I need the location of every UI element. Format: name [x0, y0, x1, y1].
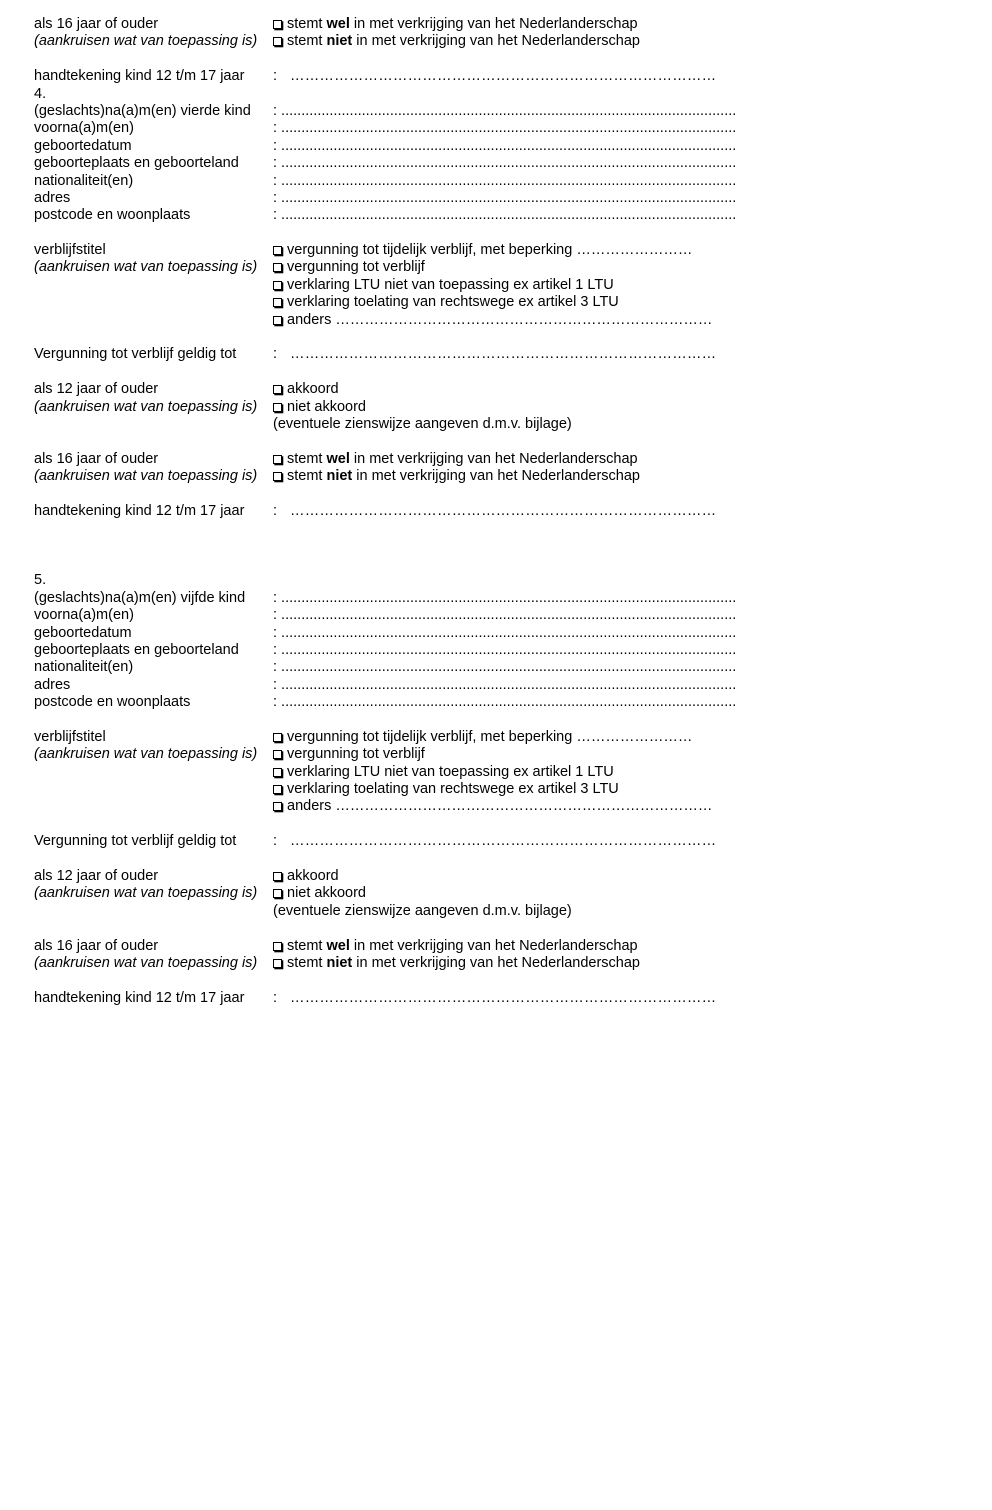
- consent12-label: als 12 jaar of ouder: [34, 381, 159, 398]
- checkbox-icon[interactable]: [273, 263, 282, 272]
- field-label: nationaliteit(en): [34, 659, 134, 676]
- field-row: [34, 590, 974, 607]
- field-label: voorna(a)m(en): [34, 607, 134, 624]
- field-label: geboortedatum: [34, 137, 132, 154]
- field-label: adres: [34, 676, 71, 693]
- signature-label: handtekening kind 12 t/m 17 jaar: [34, 502, 245, 519]
- field-input[interactable]: : .................................................................................................................: [273, 102, 737, 119]
- consent16-row: [34, 938, 974, 955]
- consent12-row: [34, 885, 974, 902]
- field-input[interactable]: : .................................................................................................................: [273, 659, 737, 676]
- field-input[interactable]: : .................................................................................................................: [273, 694, 737, 711]
- residence-option[interactable]: anders ……………………………………………………………………: [273, 798, 712, 815]
- field-label: geboorteplaats en geboorteland: [34, 155, 239, 172]
- field-input[interactable]: : .................................................................................................................: [273, 607, 737, 624]
- checkbox-icon[interactable]: [273, 733, 282, 742]
- residence-option[interactable]: verklaring LTU niet van toepassing ex artikel 1 LTU: [273, 764, 614, 781]
- consent12-label: als 12 jaar of ouder: [34, 867, 159, 884]
- field-row: [34, 155, 974, 172]
- residence-row: [34, 277, 974, 294]
- consent16-wel-option[interactable]: stemt wel in met verkrijging van het Nederlanderschap: [273, 451, 638, 468]
- residence-row: [34, 781, 974, 798]
- consent16-niet-option[interactable]: stemt niet in met verkrijging van het Nederlanderschap: [273, 955, 640, 972]
- consent12-no-option[interactable]: niet akkoord: [273, 399, 366, 416]
- field-input[interactable]: : .................................................................................................................: [273, 155, 737, 172]
- consent12-note: (eventuele zienswijze aangeven d.m.v. bijlage): [273, 902, 572, 919]
- checkbox-icon[interactable]: [273, 385, 282, 394]
- consent12-no-option[interactable]: niet akkoord: [273, 885, 366, 902]
- field-row: [34, 659, 974, 676]
- field-input[interactable]: : .................................................................................................................: [273, 189, 737, 206]
- checkbox-icon[interactable]: [273, 472, 282, 481]
- residence-option[interactable]: vergunning tot tijdelijk verblijf, met beperking ……………………: [273, 729, 692, 746]
- consent16-niet-option[interactable]: stemt niet in met verkrijging van het Nederlanderschap: [273, 468, 640, 485]
- field-label: geboortedatum: [34, 624, 132, 641]
- valid-until-row: [34, 833, 974, 850]
- field-input[interactable]: : .................................................................................................................: [273, 589, 737, 606]
- residence-row: [34, 312, 974, 329]
- checkbox-icon[interactable]: [273, 37, 282, 46]
- field-row: [34, 694, 974, 711]
- residence-row: [34, 259, 974, 276]
- valid-until-row: [34, 346, 974, 363]
- residence-row: [34, 729, 974, 746]
- consent12-yes-option[interactable]: akkoord: [273, 381, 339, 398]
- checkbox-icon[interactable]: [273, 403, 282, 412]
- residence-option[interactable]: vergunning tot tijdelijk verblijf, met beperking ……………………: [273, 242, 692, 259]
- signature-field[interactable]: : ……………………………………………………………………………: [273, 989, 717, 1006]
- valid-until-field[interactable]: : ……………………………………………………………………………: [273, 346, 717, 363]
- field-row: [34, 625, 974, 642]
- field-row: [34, 190, 974, 207]
- field-label: adres: [34, 189, 71, 206]
- residence-option[interactable]: vergunning tot verblijf: [273, 259, 425, 276]
- field-label: postcode en woonplaats: [34, 207, 191, 224]
- consent16-wel-option[interactable]: stemt wel in met verkrijging van het Nederlanderschap: [273, 938, 638, 955]
- consent16-label: als 16 jaar of ouder: [34, 16, 159, 32]
- checkbox-icon[interactable]: [273, 298, 282, 307]
- consent12-row: [34, 868, 974, 885]
- consent16-hint: (aankruisen wat van toepassing is): [34, 468, 258, 485]
- field-row: [34, 103, 974, 120]
- consent12-row: [34, 399, 974, 416]
- residence-label: verblijfstitel: [34, 242, 106, 259]
- field-input[interactable]: : .................................................................................................................: [273, 172, 737, 189]
- residence-hint: (aankruisen wat van toepassing is): [34, 746, 258, 763]
- consent12-row: [34, 381, 974, 398]
- field-input[interactable]: : .................................................................................................................: [273, 207, 737, 224]
- signature-label: handtekening kind 12 t/m 17 jaar: [34, 68, 245, 85]
- consent16-row: [34, 16, 974, 33]
- field-input[interactable]: : .................................................................................................................: [273, 641, 737, 658]
- consent16-row: [34, 33, 974, 50]
- consent16-label: als 16 jaar of ouder: [34, 937, 159, 954]
- checkbox-icon[interactable]: [273, 20, 282, 29]
- field-input[interactable]: : .................................................................................................................: [273, 676, 737, 693]
- consent16-label: als 16 jaar of ouder: [34, 450, 159, 467]
- checkbox-icon[interactable]: [273, 959, 282, 968]
- consent16-niet-option[interactable]: stemt niet in met verkrijging van het Nederlanderschap: [273, 33, 640, 50]
- field-input[interactable]: : .................................................................................................................: [273, 137, 737, 154]
- field-label: (geslachts)na(a)m(en) vierde kind: [34, 102, 251, 119]
- checkbox-icon[interactable]: [273, 455, 282, 464]
- consent16-hint: (aankruisen wat van toepassing is): [34, 954, 258, 971]
- field-label: voorna(a)m(en): [34, 120, 134, 137]
- signature-row: [34, 503, 974, 520]
- field-row: [34, 207, 974, 224]
- residence-row: [34, 294, 974, 311]
- field-row: [34, 173, 974, 190]
- field-input[interactable]: : .................................................................................................................: [273, 624, 737, 641]
- field-label: postcode en woonplaats: [34, 694, 191, 711]
- consent12-row: [34, 903, 974, 920]
- field-label: nationaliteit(en): [34, 172, 134, 189]
- residence-option[interactable]: verklaring toelating van rechtswege ex artikel 3 LTU: [273, 294, 619, 311]
- consent16-row: [34, 955, 974, 972]
- residence-option[interactable]: vergunning tot verblijf: [273, 746, 425, 763]
- consent16-row: [34, 451, 974, 468]
- residence-row: [34, 798, 974, 815]
- checkbox-icon[interactable]: [273, 785, 282, 794]
- residence-option[interactable]: verklaring toelating van rechtswege ex artikel 3 LTU: [273, 781, 619, 798]
- consent12-yes-option[interactable]: akkoord: [273, 868, 339, 885]
- signature-row: [34, 990, 974, 1007]
- checkbox-icon[interactable]: [273, 889, 282, 898]
- child-number: 5.: [34, 572, 47, 589]
- field-row: [34, 607, 974, 624]
- checkbox-icon[interactable]: [273, 316, 282, 325]
- signature-row: [34, 68, 974, 85]
- valid-until-field[interactable]: : ……………………………………………………………………………: [273, 833, 717, 850]
- residence-option[interactable]: verklaring LTU niet van toepassing ex artikel 1 LTU: [273, 277, 614, 294]
- checkbox-icon[interactable]: [273, 768, 282, 777]
- field-row: [34, 677, 974, 694]
- form-page: [34, 16, 974, 1007]
- field-label: geboorteplaats en geboorteland: [34, 641, 239, 658]
- child-number: 4.: [34, 85, 47, 102]
- consent16-wel-option[interactable]: stemt wel in met verkrijging van het Nederlanderschap: [273, 16, 638, 33]
- signature-field[interactable]: : ……………………………………………………………………………: [273, 502, 717, 519]
- field-label: (geslachts)na(a)m(en) vijfde kind: [34, 589, 246, 606]
- residence-label: verblijfstitel: [34, 728, 106, 745]
- signature-label: handtekening kind 12 t/m 17 jaar: [34, 989, 245, 1006]
- residence-row: [34, 242, 974, 259]
- consent16-hint: (aankruisen wat van toepassing is): [34, 33, 258, 50]
- residence-row: [34, 764, 974, 781]
- field-input[interactable]: : .................................................................................................................: [273, 120, 737, 137]
- field-row: [34, 642, 974, 659]
- checkbox-icon[interactable]: [273, 872, 282, 881]
- field-row: [34, 138, 974, 155]
- consent16-row: [34, 468, 974, 485]
- checkbox-icon[interactable]: [273, 802, 282, 811]
- consent12-hint: (aankruisen wat van toepassing is): [34, 398, 258, 415]
- residence-option[interactable]: anders ……………………………………………………………………: [273, 312, 712, 329]
- checkbox-icon[interactable]: [273, 281, 282, 290]
- signature-field[interactable]: : ……………………………………………………………………………: [273, 68, 717, 85]
- residence-row: [34, 746, 974, 763]
- checkbox-icon[interactable]: [273, 942, 282, 951]
- checkbox-icon[interactable]: [273, 246, 282, 255]
- residence-hint: (aankruisen wat van toepassing is): [34, 259, 258, 276]
- consent12-row: [34, 416, 974, 433]
- field-row: [34, 120, 974, 137]
- valid-until-label: Vergunning tot verblijf geldig tot: [34, 833, 237, 850]
- consent12-note: (eventuele zienswijze aangeven d.m.v. bijlage): [273, 415, 572, 432]
- consent12-hint: (aankruisen wat van toepassing is): [34, 885, 258, 902]
- checkbox-icon[interactable]: [273, 750, 282, 759]
- valid-until-label: Vergunning tot verblijf geldig tot: [34, 346, 237, 363]
